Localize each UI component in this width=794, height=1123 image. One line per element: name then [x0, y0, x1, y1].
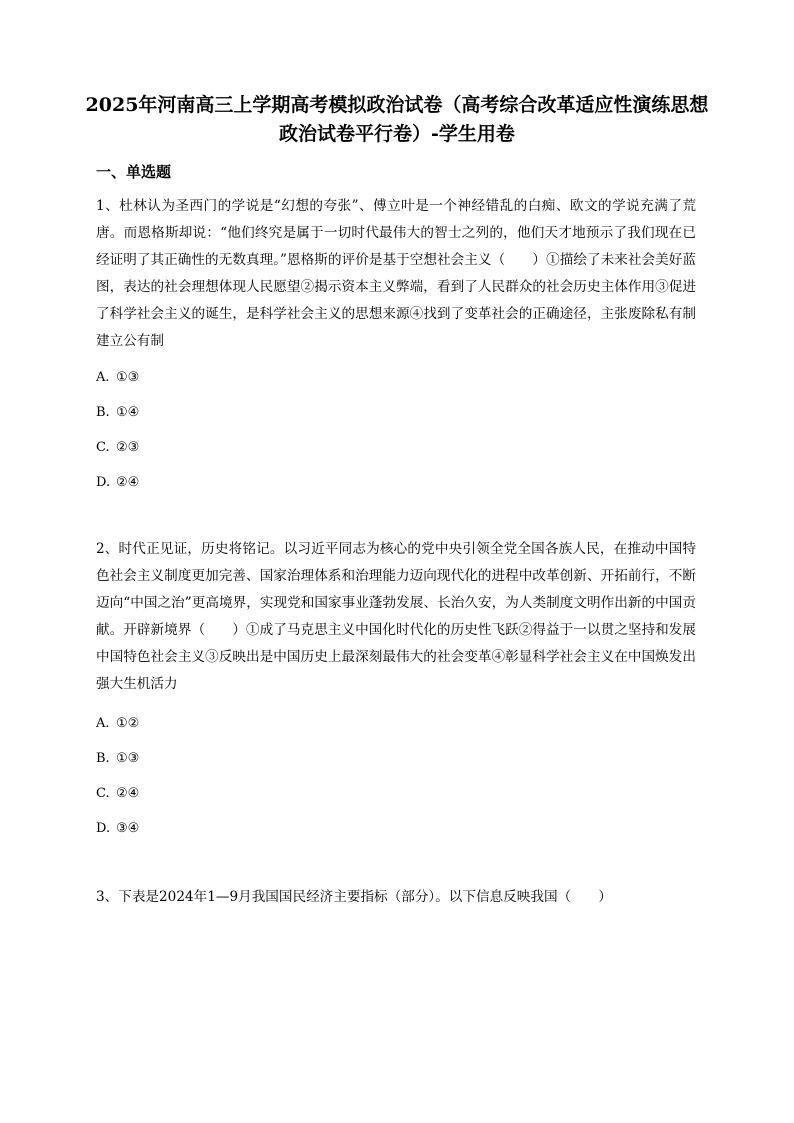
option-text: ②③ — [116, 440, 140, 455]
question-2-option-c — [96, 784, 139, 804]
option-letter: A. — [96, 716, 110, 731]
question-1-option-a — [96, 368, 139, 388]
option-letter: C. — [96, 786, 110, 801]
option-letter: D. — [96, 821, 111, 836]
question-1-text: 1、杜林认为圣西门的学说是“幻想的夸张”、傅立叶是一个神经错乱的白痴、欧文的学说充满了荒唐。而恩格斯却说：“他们终究是属于一切时代最伟大的智士之列的，他们天才地预示了我们现在已经证明了其正确性的无数真理。”恩格斯的评价是基于空想社会主义（ ）①描绘了未来社会美好蓝图，表达的社会理想体现人民愿望②揭示资本主义弊端，看到了人民群众的社会历史主体作用③促进了科学社会主义的诞生，是科学社会主义的思想来源④找到了变革社会的正确途径，主张废除私有制建立公有制 — [96, 198, 696, 349]
question-2-option-d — [96, 819, 139, 839]
option-text: ①③ — [116, 370, 140, 385]
option-letter: B. — [96, 751, 110, 766]
question-1-option-c — [96, 438, 139, 458]
option-text: ①② — [116, 716, 140, 731]
question-1-option-b — [96, 403, 139, 423]
question-2-text: 2、时代正见证，历史将铭记。以习近平同志为核心的党中央引领全党全国各族人民，在推动中国特色社会主义制度更加完善、国家治理体系和治理能力迈向现代化的进程中改革创新、开拓前行，不断迈向“中国之治”更高境界，实现党和国家事业蓬勃发展、长治久安，为人类制度文明作出新的中国贡献。开辟新境界（ ）①成了马克思主义中国化时代化的历史性飞跃②得益于一以贯之坚持和发展中国特色社会主义③反映出是中国历史上最深刻最伟大的社会变革④彰显科学社会主义在中国焕发出强大生机活力 — [96, 541, 696, 692]
question-1-option-d — [96, 473, 139, 493]
document-title: 2025年河南高三上学期高考模拟政治试卷（高考综合改革适应性演练思想政治试卷平行卷）-学生用卷 — [85, 94, 709, 145]
question-2-option-a — [96, 714, 139, 734]
option-letter: D. — [96, 475, 111, 490]
option-letter: C. — [96, 440, 110, 455]
option-letter: A. — [96, 370, 110, 385]
option-text: ②④ — [116, 475, 140, 490]
option-text: ③④ — [116, 821, 140, 836]
question-3-text: 3、下表是2024年1—9月我国国民经济主要指标（部分）。以下信息反映我国（ ） — [96, 889, 612, 905]
option-letter: B. — [96, 405, 110, 420]
section-heading: 一、单选题 — [96, 163, 172, 181]
option-text: ①④ — [116, 405, 140, 420]
option-text: ①③ — [116, 751, 140, 766]
option-text: ②④ — [116, 786, 140, 801]
question-2-option-b — [96, 749, 139, 769]
